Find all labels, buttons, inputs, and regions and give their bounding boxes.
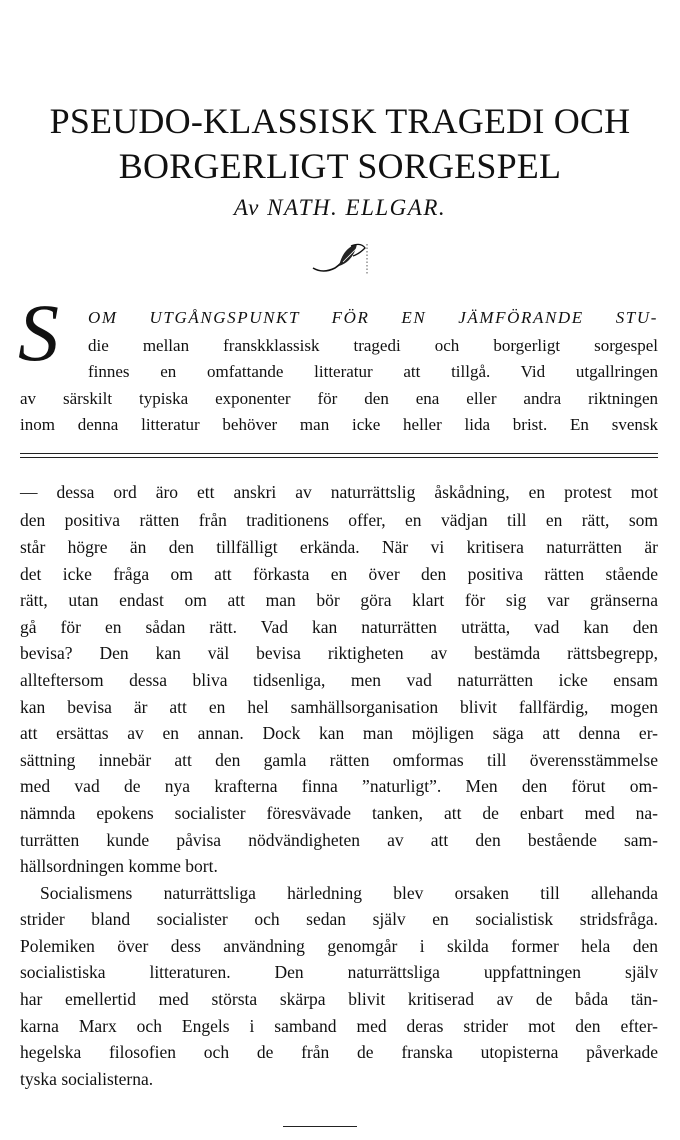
excerpt-line: tyska socialisterna.	[20, 1069, 154, 1089]
article-title-line-2: BORGERLIGT SORGESPEL	[118, 146, 562, 186]
excerpt-line: — dessa ord äro ett anskri av naturrättslig åskådning, en protest mot	[20, 482, 658, 502]
excerpt-line: nämnda epokens socialister föresvävade tanken, att de enbart med na-	[20, 803, 658, 823]
excerpt-line: hegelska filosofien och de från de franska utopisterna påverkade	[20, 1042, 658, 1062]
excerpt-line: hällsordningen komme bort.	[20, 856, 218, 876]
intro-line-5: inom denna litteratur behöver man icke heller lida brist. En svensk	[20, 415, 658, 434]
intro-line-3: finnes en omfattande litteratur att tillgå. Vid utgallringen	[88, 362, 658, 381]
excerpt-line: den positiva rätten från traditionens offer, en vädjan till en rätt, som	[20, 510, 658, 530]
excerpt-line: strider bland socialister och sedan själv en socialistisk stridsfråga.	[20, 909, 658, 929]
end-rule	[283, 1126, 357, 1127]
excerpt-line: karna Marx och Engels i samband med deras strider mot den efter-	[20, 1016, 658, 1036]
excerpt-line: har emellertid med största skärpa blivit kritiserad av de båda tän-	[20, 989, 658, 1009]
section-divider-bottom	[20, 457, 658, 458]
quill-pen-ornament-icon	[309, 238, 373, 278]
article-title-line-1: PSEUDO-KLASSISK TRAGEDI OCH	[49, 101, 631, 141]
excerpt-line: att ersättas av en annan. Dock kan man möjligen säga att denna er-	[20, 723, 658, 743]
excerpt-line: sättning innebär att den gamla rätten omformas till överensstämmelse	[20, 750, 658, 770]
excerpt-line: Polemiken över dess användning genomgår i skilda former hela den	[20, 936, 658, 956]
excerpt-line: står högre än den tillfälligt erkända. När vi kritisera naturrätten är	[20, 537, 658, 557]
excerpt-line: socialistiska litteraturen. Den naturrättsliga uppfattningen själv	[20, 962, 658, 982]
excerpt-line: allteftersom dessa bliva tidsenliga, men vad naturrätten icke ensam	[20, 670, 658, 690]
intro-line-4: av särskilt typiska exponenter för den ena eller andra riktningen	[20, 389, 658, 408]
drop-cap: S	[18, 287, 59, 378]
section-divider-top	[20, 453, 658, 454]
excerpt-line: gå för en sådan rätt. Vad kan naturrätten uträtta, vad kan den	[20, 617, 658, 637]
excerpt-line: turrätten kunde påvisa nödvändigheten av att den bestående sam-	[20, 830, 658, 850]
intro-line-1: OM UTGÅNGSPUNKT FÖR EN JÄMFÖRANDE STU-	[88, 308, 658, 327]
excerpt-line: bevisa? Den kan väl bevisa riktigheten av bestämda rättsbegrepp,	[20, 643, 658, 663]
article-byline: Av NATH. ELLGAR.	[233, 195, 447, 220]
excerpt-line: Socialismens naturrättsliga härledning blev orsaken till allehanda	[40, 883, 658, 903]
excerpt-line: rätt, utan endast om att man bör göra klart för sig var gränserna	[20, 590, 658, 610]
excerpt-line: med vad de nya krafterna finna ”naturligt”. Men den förut om-	[20, 776, 658, 796]
intro-line-2: die mellan franskklassisk tragedi och borgerligt sorgespel	[88, 336, 658, 355]
excerpt-line: det icke fråga om att förkasta en över den positiva rätten stående	[20, 564, 658, 584]
excerpt-line: kan bevisa är att en hel samhällsorganisation blivit fallfärdig, mogen	[20, 697, 658, 717]
